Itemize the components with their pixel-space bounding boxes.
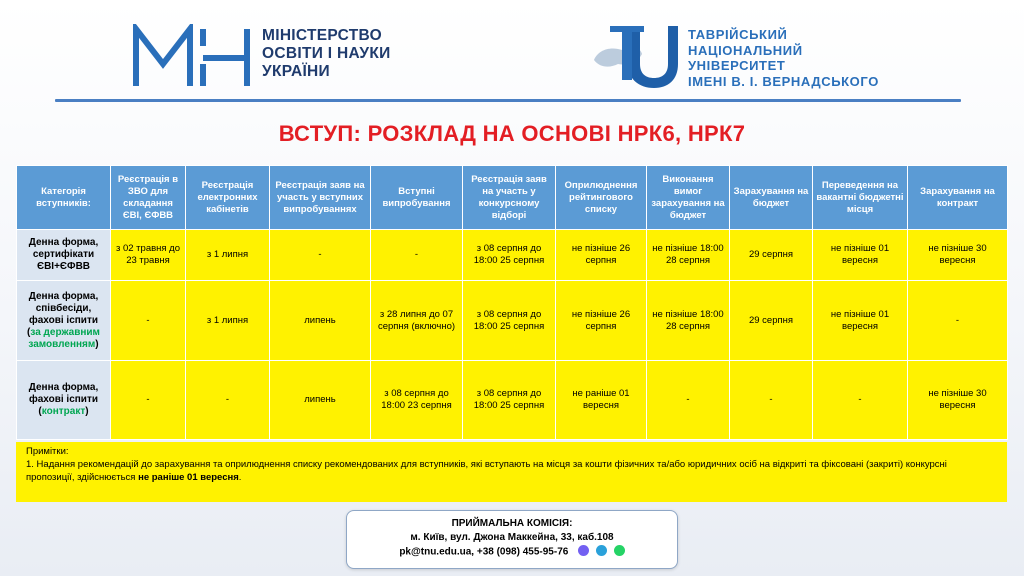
university-name <box>688 27 879 89</box>
table-cell: - <box>111 281 186 361</box>
table-cell: не пізніше 18:00 28 серпня <box>647 230 730 281</box>
table-cell: не пізніше 26 серпня <box>556 230 647 281</box>
table-cell: - <box>371 230 463 281</box>
table-cell: з 08 серпня до 18:00 25 серпня <box>463 230 556 281</box>
table-cell: - <box>111 361 186 440</box>
table-header-row <box>17 166 1008 230</box>
contact-address: м. Київ, вул. Джона Маккейна, 33, каб.108 <box>410 532 614 543</box>
university-line-1: ТАВРІЙСЬКИЙ <box>688 27 788 42</box>
header-contract-enrollment: Зарахування на контракт <box>908 166 1008 230</box>
whatsapp-icon[interactable] <box>614 545 625 556</box>
header-category: Категорія вступників: <box>17 166 111 230</box>
table-cell: з 28 липня до 07 серпня (включно) <box>371 281 463 361</box>
table-cell: не пізніше 01 вересня <box>813 230 908 281</box>
contact-title: ПРИЙМАЛЬНА КОМІСІЯ: <box>451 518 573 529</box>
table-cell: 29 серпня <box>730 281 813 361</box>
contact-line <box>347 545 677 560</box>
page-title: ВСТУП: РОЗКЛАД НА ОСНОВІ НРК6, НРК7 <box>278 121 746 146</box>
table-cell: не пізніше 01 вересня <box>813 281 908 361</box>
header-e-cabinets: Реєстрація електронних кабінетів <box>186 166 270 230</box>
notes-title: Примітки: <box>26 446 69 457</box>
header-exam-applications: Реєстрація заяв на участь у вступних випробуваннях <box>270 166 371 230</box>
table-cell: з 02 травня до 23 травня <box>111 230 186 281</box>
row-category: Денна форма, співбесіди, фахові іспити (за державним замовленням) <box>17 281 111 361</box>
notes-end: . <box>238 472 242 483</box>
table-cell: з 1 липня <box>186 230 270 281</box>
notes-emphasis: не раніше 01 вересня <box>138 472 239 483</box>
ministry-logo <box>133 24 253 88</box>
table-cell: 29 серпня <box>730 230 813 281</box>
table-cell: з 08 серпня до 18:00 25 серпня <box>463 281 556 361</box>
category-label: Денна форма, сертифікати ЄВІ+ЄФВВ <box>28 237 99 272</box>
table-cell: - <box>186 361 270 440</box>
schedule-table <box>16 165 1008 440</box>
table-cell: не пізніше 30 вересня <box>908 230 1008 281</box>
header-entrance-exams: Вступні випробування <box>371 166 463 230</box>
table-cell: не пізніше 30 вересня <box>908 361 1008 440</box>
table-cell: - <box>813 361 908 440</box>
row-category <box>17 230 111 281</box>
telegram-icon[interactable] <box>596 545 607 556</box>
ministry-name <box>262 27 391 81</box>
university-line-2: НАЦІОНАЛЬНИЙ <box>688 42 803 58</box>
header-budget-enrollment: Зарахування на бюджет <box>730 166 813 230</box>
header-divider <box>55 99 961 102</box>
header-competition-applications: Реєстрація заяв на участь у конкурсному відборі <box>463 166 556 230</box>
table-cell: з 08 серпня до 18:00 25 серпня <box>463 361 556 440</box>
category-note: контракт <box>41 406 86 417</box>
viber-icon[interactable] <box>578 545 589 556</box>
ministry-line-2: ОСВІТИ І НАУКИ <box>262 45 391 62</box>
contact-email-phone[interactable]: pk@tnu.edu.ua, +38 (098) 455-95-76 <box>399 546 569 558</box>
category-label: Денна форма, співбесіди, фахові іспити <box>28 290 99 326</box>
university-line-4: ІМЕНІ В. І. ВЕРНАДСЬКОГО <box>688 73 879 89</box>
table-row <box>17 281 1008 361</box>
row-category: Денна форма, фахові іспити (контракт) <box>17 361 111 440</box>
table-cell: - <box>647 361 730 440</box>
university-logo <box>588 20 684 92</box>
table-cell: не пізніше 26 серпня <box>556 281 647 361</box>
table-cell: липень <box>270 281 371 361</box>
table-cell: - <box>270 230 371 281</box>
university-line-3: УНІВЕРСИТЕТ <box>688 58 786 73</box>
table-cell: - <box>730 361 813 440</box>
category-note: за державним замовленням <box>28 326 100 350</box>
category-label: Денна форма, фахові іспити <box>28 382 99 405</box>
ministry-line-1: МІНІСТЕРСТВО <box>262 27 383 44</box>
table-row <box>17 361 1008 440</box>
table-cell: з 1 липня <box>186 281 270 361</box>
table-cell: з 08 серпня до 18:00 23 серпня <box>371 361 463 440</box>
table-cell: - <box>908 281 1008 361</box>
header-vacant-transfer: Переведення на вакантні бюджетні місця <box>813 166 908 230</box>
table-cell: липень <box>270 361 371 440</box>
notes-box <box>16 442 1007 502</box>
contact-box <box>346 510 678 569</box>
messenger-icons <box>574 545 625 559</box>
header-budget-requirements: Виконання вимог зарахування на бюджет <box>647 166 730 230</box>
table-cell: не пізніше 18:00 28 серпня <box>647 281 730 361</box>
header-rating-list: Оприлюднення рейтингового списку <box>556 166 647 230</box>
header-registration-evi: Реєстрація в ЗВО для складання ЄВІ, ЄФВВ <box>111 166 186 230</box>
table-cell: не раніше 01 вересня <box>556 361 647 440</box>
table-row <box>17 230 1008 281</box>
notes-text: 1. Надання рекомендацій до зарахування та оприлюднення списку рекомендованих для вступників, які вступають на місця за кошти фізичних та/або юридичних осіб на відкриті та фіксовані (закриті) конкурсні пропозиції, здійснюється <box>26 459 947 483</box>
ministry-line-3: УКРАЇНИ <box>262 63 330 80</box>
